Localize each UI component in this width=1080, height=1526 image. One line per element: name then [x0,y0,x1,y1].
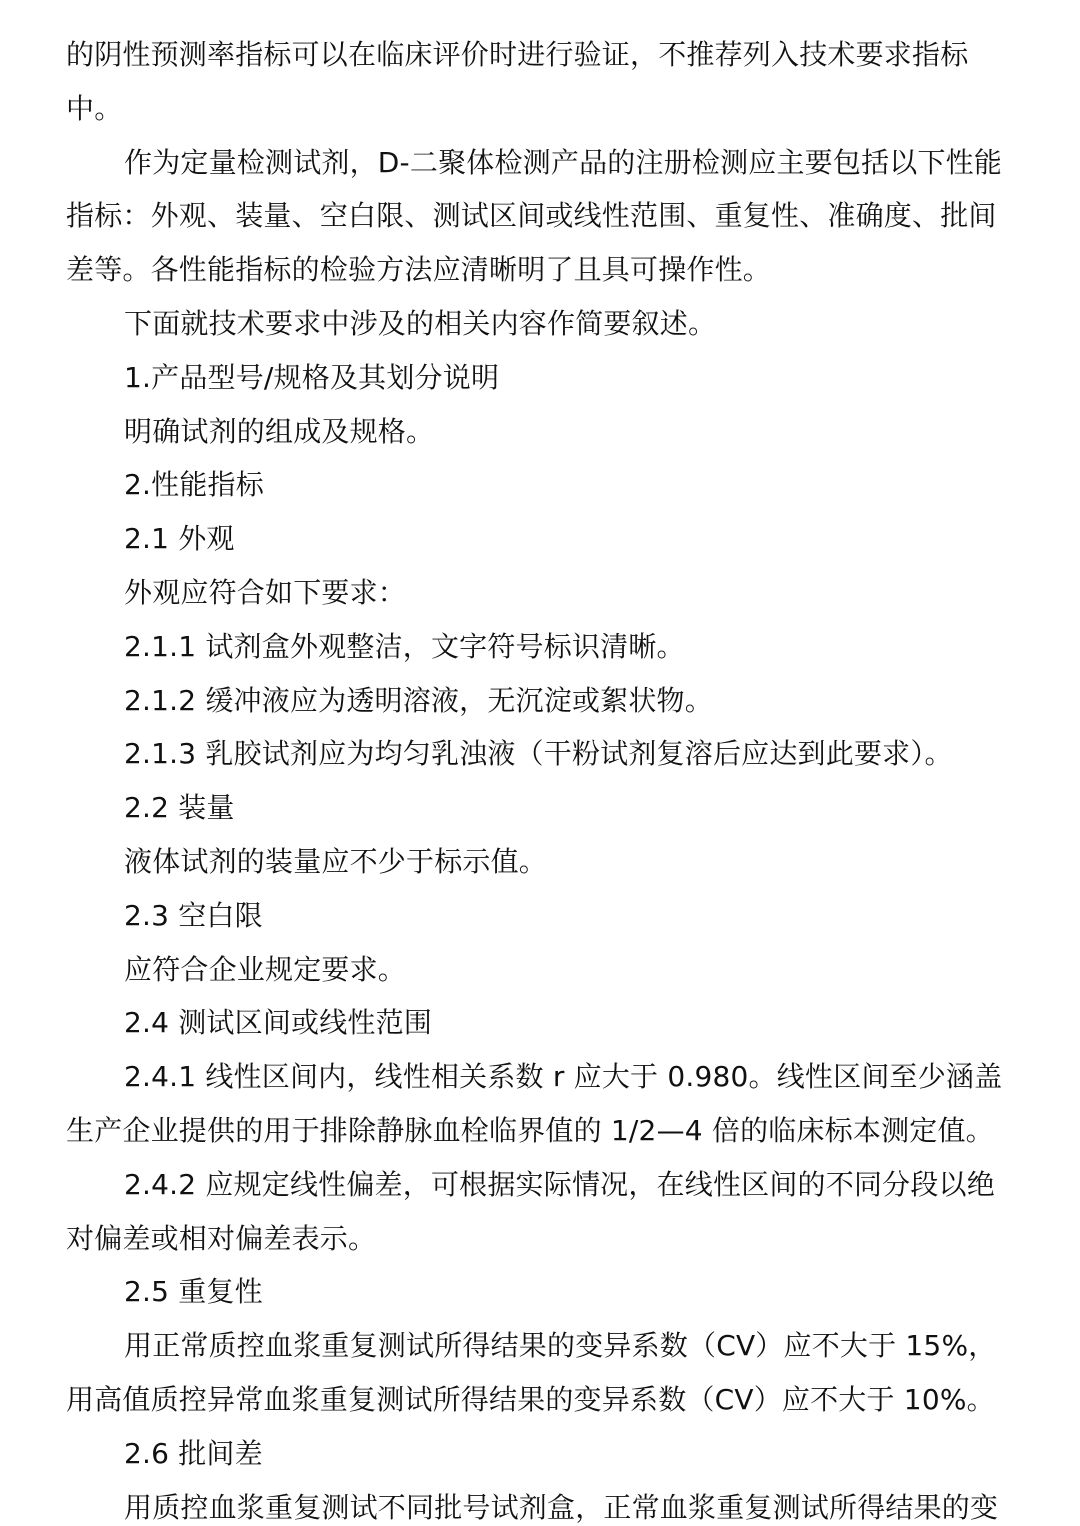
paragraph-appearance-requirements: 外观应符合如下要求： [124,575,407,609]
heading-appearance: 2.1 外观 [124,522,235,556]
item-linearity-deviation: 2.4.2 应规定线性偏差，可根据实际情况，在线性区间的不同分段以绝对偏差或相对偏差表示。 [66,1167,995,1255]
item-buffer-solution: 2.1.2 缓冲液应为透明溶液，无沉淀或絮状物。 [124,683,713,717]
heading-fill-volume: 2.2 装量 [124,791,235,825]
paragraph-performance-overview: 作为定量检测试剂，D-二聚体检测产品的注册检测应主要包括以下性能指标：外观、装量、空白限、测试区间或线性范围、重复性、准确度、批间差等。各性能指标的检验方法应清晰明了且具可操作性。 [66,145,1003,287]
item-kit-appearance: 2.1.1 试剂盒外观整洁，文字符号标识清晰。 [124,629,685,663]
document-body [66,28,1016,1526]
paragraph-blank-limit: 应符合企业规定要求。 [124,952,407,986]
paragraph-intro-continued: 的阴性预测率指标可以在临床评价时进行验证，不推荐列入技术要求指标中。 [66,38,969,125]
heading-performance-indicators: 2.性能指标 [124,468,264,502]
heading-test-range: 2.4 测试区间或线性范围 [124,1006,433,1040]
heading-blank-limit: 2.3 空白限 [124,898,263,932]
heading-lot-variation: 2.6 批间差 [124,1436,263,1470]
paragraph-fill-volume: 液体试剂的装量应不少于标示值。 [124,844,548,878]
paragraph-reagent-composition: 明确试剂的组成及规格。 [124,414,435,448]
item-linearity-coefficient: 2.4.1 线性区间内，线性相关系数 r 应大于 0.980。线性区间至少涵盖生产企业提供的用于排除静脉血栓临界值的 1/2—4 倍的临床标本测定值。 [66,1060,1003,1147]
paragraph-lot-variation: 用质控血浆重复测试不同批号试剂盒，正常血浆重复测试所得结果的变 [124,1490,999,1524]
heading-product-model: 1.产品型号/规格及其划分说明 [124,360,500,394]
paragraph-summary-lead: 下面就技术要求中涉及的相关内容作简要叙述。 [124,306,717,340]
item-latex-reagent: 2.1.3 乳胶试剂应为均匀乳浊液（干粉试剂复溶后应达到此要求）。 [124,737,953,771]
heading-repeatability: 2.5 重复性 [124,1275,263,1309]
paragraph-repeatability: 用正常质控血浆重复测试所得结果的变异系数（CV）应不大于 15%，用高值质控异常血浆重复测试所得结果的变异系数（CV）应不大于 10%。 [66,1329,997,1416]
